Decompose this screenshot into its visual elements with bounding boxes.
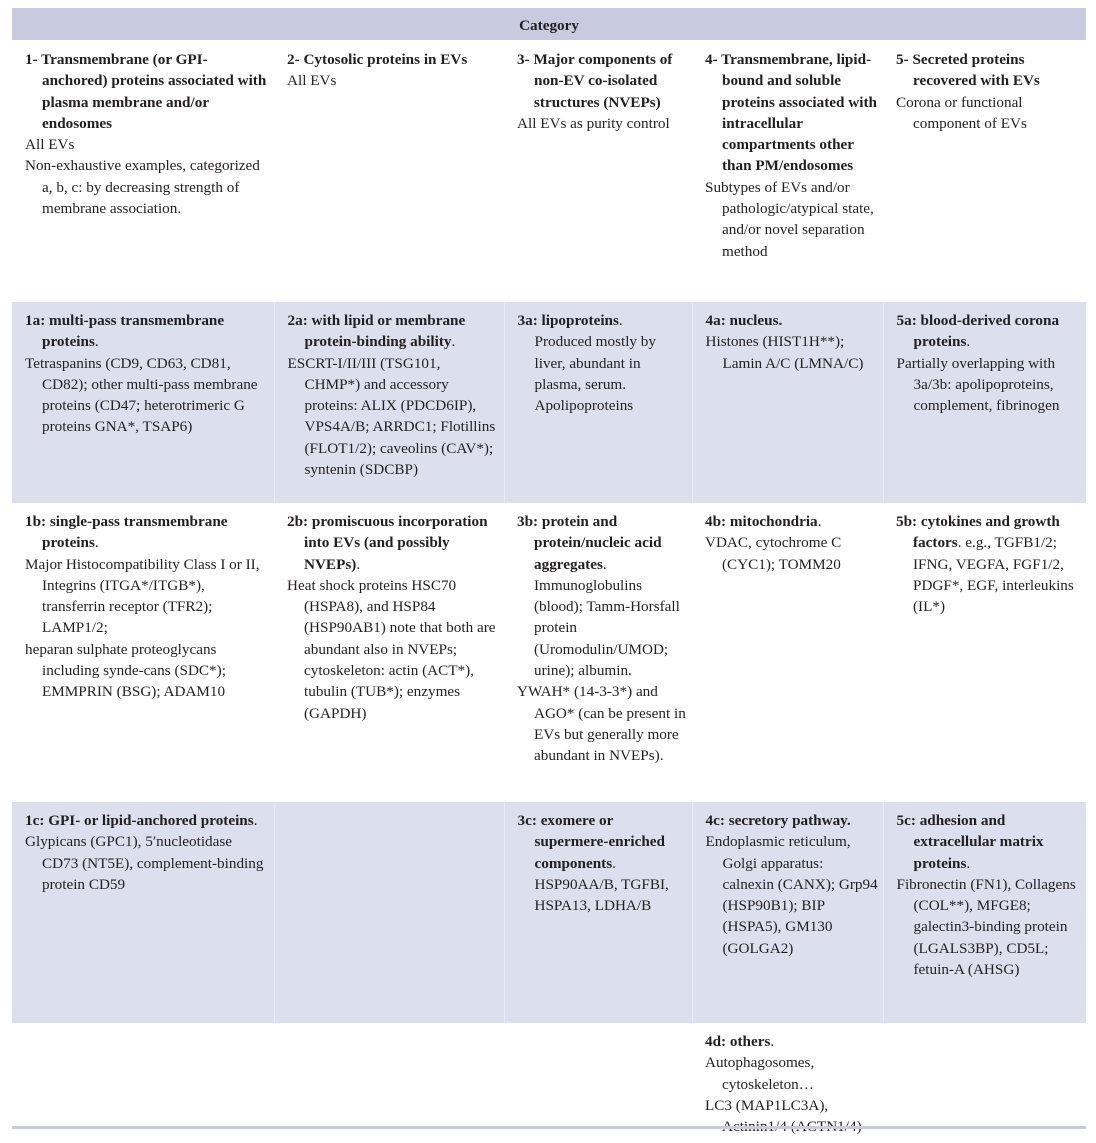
subcategory-title-suffix: .: [770, 1033, 775, 1050]
subcategory-cell: [692, 302, 883, 503]
subcategory-title: 1a: multi-pass transmembrane proteins: [25, 312, 225, 351]
category-cell: [883, 40, 1086, 302]
subcategory-row-c: [12, 802, 1086, 1023]
subcategory-title-suffix: .: [602, 555, 607, 573]
subcategory-cell: [883, 503, 1086, 802]
subcategory-title-suffix: .: [94, 534, 99, 552]
subcategory-title-suffix: .: [451, 333, 456, 351]
subcategory-cell: [692, 802, 883, 1023]
subcategory-examples: YWAH* (14-3-3*) and AGO* (can be present in EVs but generally more abundant in NVEPs).: [517, 683, 686, 765]
subcategory-examples: ESCRT-I/II/III (TSG101, CHMP*) and accessory proteins: ALIX (PDCD6IP), VPS4A/B; ARRDC1; Flotillins (FLOT1/2); caveolins (CAV*); syntenin (SDCBP): [287, 354, 496, 479]
category-description: Non-exhaustive examples, categorized a, b, c: by decreasing strength of membrane association.: [25, 157, 260, 218]
category-cell: [692, 40, 883, 302]
subcategory-heading: [705, 1031, 879, 1052]
subcategory-cell: [504, 503, 692, 802]
subcategory-title: 2a: with lipid or membrane protein-binding ability: [287, 312, 466, 351]
ev-protein-category-table: [12, 8, 1086, 1143]
subcategory-title: 4d: others: [705, 1033, 771, 1050]
subcategory-cell: [504, 802, 692, 1023]
subcategory-heading: [25, 310, 270, 353]
subcategory-cell: [12, 802, 274, 1023]
subcategory-heading: [287, 511, 500, 575]
subcategory-heading: [517, 511, 688, 575]
subcategory-title-suffix: .: [356, 555, 361, 573]
subcategory-cell: [12, 503, 274, 802]
table-bottom-rule: [12, 1126, 1086, 1129]
subcategory-examples: Tetraspanins (CD9, CD63, CD81, CD82); other multi-pass membrane proteins (CD47; heterotrimeric G proteins GNA*, TSAP6): [25, 354, 258, 436]
subcategory-title: 4c: secretory pathway.: [705, 812, 851, 829]
category-title: 1- Transmembrane (or GPI-anchored) proteins associated with plasma membrane and/or endosomes: [25, 51, 267, 132]
subcategory-heading: [705, 511, 879, 532]
header-row: [12, 8, 1086, 40]
subcategory-heading: [518, 810, 688, 874]
subcategory-title: 3b: protein and protein/nucleic acid aggregates: [517, 513, 662, 573]
subcategory-cell: [504, 302, 692, 503]
subcategory-row-b: [12, 503, 1086, 802]
subcategory-row-a: [12, 302, 1086, 503]
subcategory-cell: [504, 1023, 692, 1143]
subcategory-title: 3a: lipoproteins: [517, 312, 619, 329]
category-description: All EVs as purity control: [517, 114, 670, 132]
subcategory-row-d: [12, 1023, 1086, 1143]
category-header: Category: [12, 8, 1086, 40]
subcategory-title: 5c: adhesion and extracellular matrix proteins: [896, 812, 1044, 872]
subcategory-title-suffix: . e.g., TGFB1/2; IFNG, VEGFA, FGF1/2, PDGF*, EGF, interleukins (IL*): [913, 534, 1074, 616]
subcategory-title-suffix: .: [612, 854, 616, 872]
subcategory-cell: [274, 1023, 504, 1143]
subcategory-heading: [288, 310, 500, 353]
subcategory-heading: [897, 310, 1083, 353]
subcategory-title-suffix: .: [966, 333, 971, 351]
category-description: All EVs: [287, 72, 337, 90]
subcategory-cell: [274, 503, 504, 802]
subcategory-heading: [896, 511, 1082, 617]
subcategory-examples: Immunoglobulins (blood); Tamm-Horsfall protein (Uromodulin/UMOD; urine); albumin.: [534, 576, 680, 680]
subcategory-title-suffix: .: [817, 513, 822, 530]
subcategory-cell: [883, 302, 1086, 503]
subcategory-examples: Partially overlapping with 3a/3b: apolipoproteins, complement, fibrinogen: [896, 354, 1060, 415]
subcategory-title: 2b: promiscuous incorporation into EVs (and possibly NVEPs): [287, 513, 488, 573]
subcategory-examples: Autophagosomes, cytoskeleton…: [705, 1054, 815, 1093]
category-cell: [12, 40, 274, 302]
subcategory-cell: [12, 302, 274, 503]
subcategory-title: 4a: nucleus.: [705, 312, 783, 329]
subcategory-cell: [883, 1023, 1086, 1143]
subcategory-cell: [883, 802, 1086, 1023]
subcategory-heading: [706, 310, 879, 331]
subcategory-heading: [897, 810, 1083, 874]
subcategory-title: 5b: cytokines and growth factors: [896, 513, 1060, 552]
subcategory-examples: Heat shock proteins HSC70 (HSPA8), and HSP84 (HSP90AB1) note that both are abundant also in NVEPs; cytoskeleton: actin (ACT*), tubulin (TUB*); enzymes (GAPDH): [287, 576, 496, 722]
category-description: Subtypes of EVs and/or pathologic/atypical state, and/or novel separation method: [705, 178, 874, 260]
subcategory-cell: [12, 1023, 274, 1143]
subcategory-examples: Histones (HIST1H**); Lamin A/C (LMNA/C): [705, 333, 864, 372]
subcategory-cell: [692, 503, 883, 802]
category-title: 4- Transmembrane, lipid-bound and soluble proteins associated with intracellular compartments other than PM/endosomes: [705, 51, 877, 175]
subcategory-title-suffix: .: [94, 333, 99, 351]
subcategory-title: 3c: exomere or supermere-enriched components: [517, 812, 665, 872]
category-title: 5- Secreted proteins recovered with EVs: [896, 51, 1040, 90]
subcategory-heading: [518, 310, 688, 331]
category-title-row: [12, 40, 1086, 302]
category-cell: [274, 40, 504, 302]
subcategory-examples: VDAC, cytochrome C (CYC1); TOMM20: [705, 534, 842, 573]
subcategory-cell: [274, 802, 504, 1023]
subcategory-heading: [25, 810, 270, 831]
subcategory-examples: HSP90AA/B, TGFBI, HSPA13, LDHA/B: [534, 875, 669, 915]
subcategory-title-suffix: .: [966, 854, 971, 872]
category-description: All EVs: [25, 136, 75, 154]
subcategory-examples: LC3 (MAP1LC3A),: [705, 1096, 829, 1114]
subcategory-title: 1b: single-pass transmembrane proteins: [25, 513, 228, 552]
subcategory-cell: [692, 1023, 883, 1143]
category-description: Corona or functional component of EVs: [896, 93, 1027, 132]
subcategory-heading: [706, 810, 879, 831]
subcategory-cell: [274, 302, 504, 503]
subcategory-examples: heparan sulphate proteoglycans including synde-cans (SDC*); EMMPRIN (BSG); ADAM10: [25, 640, 226, 701]
subcategory-examples: Glypicans (GPC1), 5′nucleotidase CD73 (NT5E), complement-binding protein CD59: [25, 833, 264, 893]
subcategory-title-suffix: .: [618, 312, 623, 329]
subcategory-heading: [25, 511, 270, 554]
category-title: 3- Major components of non-EV co-isolated structures (NVEPs): [517, 51, 673, 111]
subcategory-examples: Produced mostly by liver, abundant in plasma, serum. Apolipoproteins: [534, 333, 656, 415]
subcategory-title: 4b: mitochondria: [705, 513, 818, 530]
subcategory-examples: Fibronectin (FN1), Collagens (COL**), MFGE8; galectin3-binding protein (LGALS3BP), CD5L; fetuin-A (AHSG): [896, 875, 1076, 979]
subcategory-examples: Major Histocompatibility Class I or II, Integrins (ITGA*/ITGB*), transferrin receptor (TFR2); LAMP1/2;: [25, 555, 260, 637]
subcategory-title: 1c: GPI- or lipid-anchored proteins: [25, 812, 254, 829]
subcategory-examples: Endoplasmic reticulum, Golgi apparatus: calnexin (CANX); Grp94 (HSP90B1); BIP (HSPA5), GM130 (GOLGA2): [705, 833, 878, 957]
category-title: 2- Cytosolic proteins in EVs: [287, 51, 468, 68]
subcategory-title-suffix: .: [253, 812, 258, 829]
subcategory-title: 5a: blood-derived corona proteins: [896, 312, 1060, 351]
category-cell: [504, 40, 692, 302]
